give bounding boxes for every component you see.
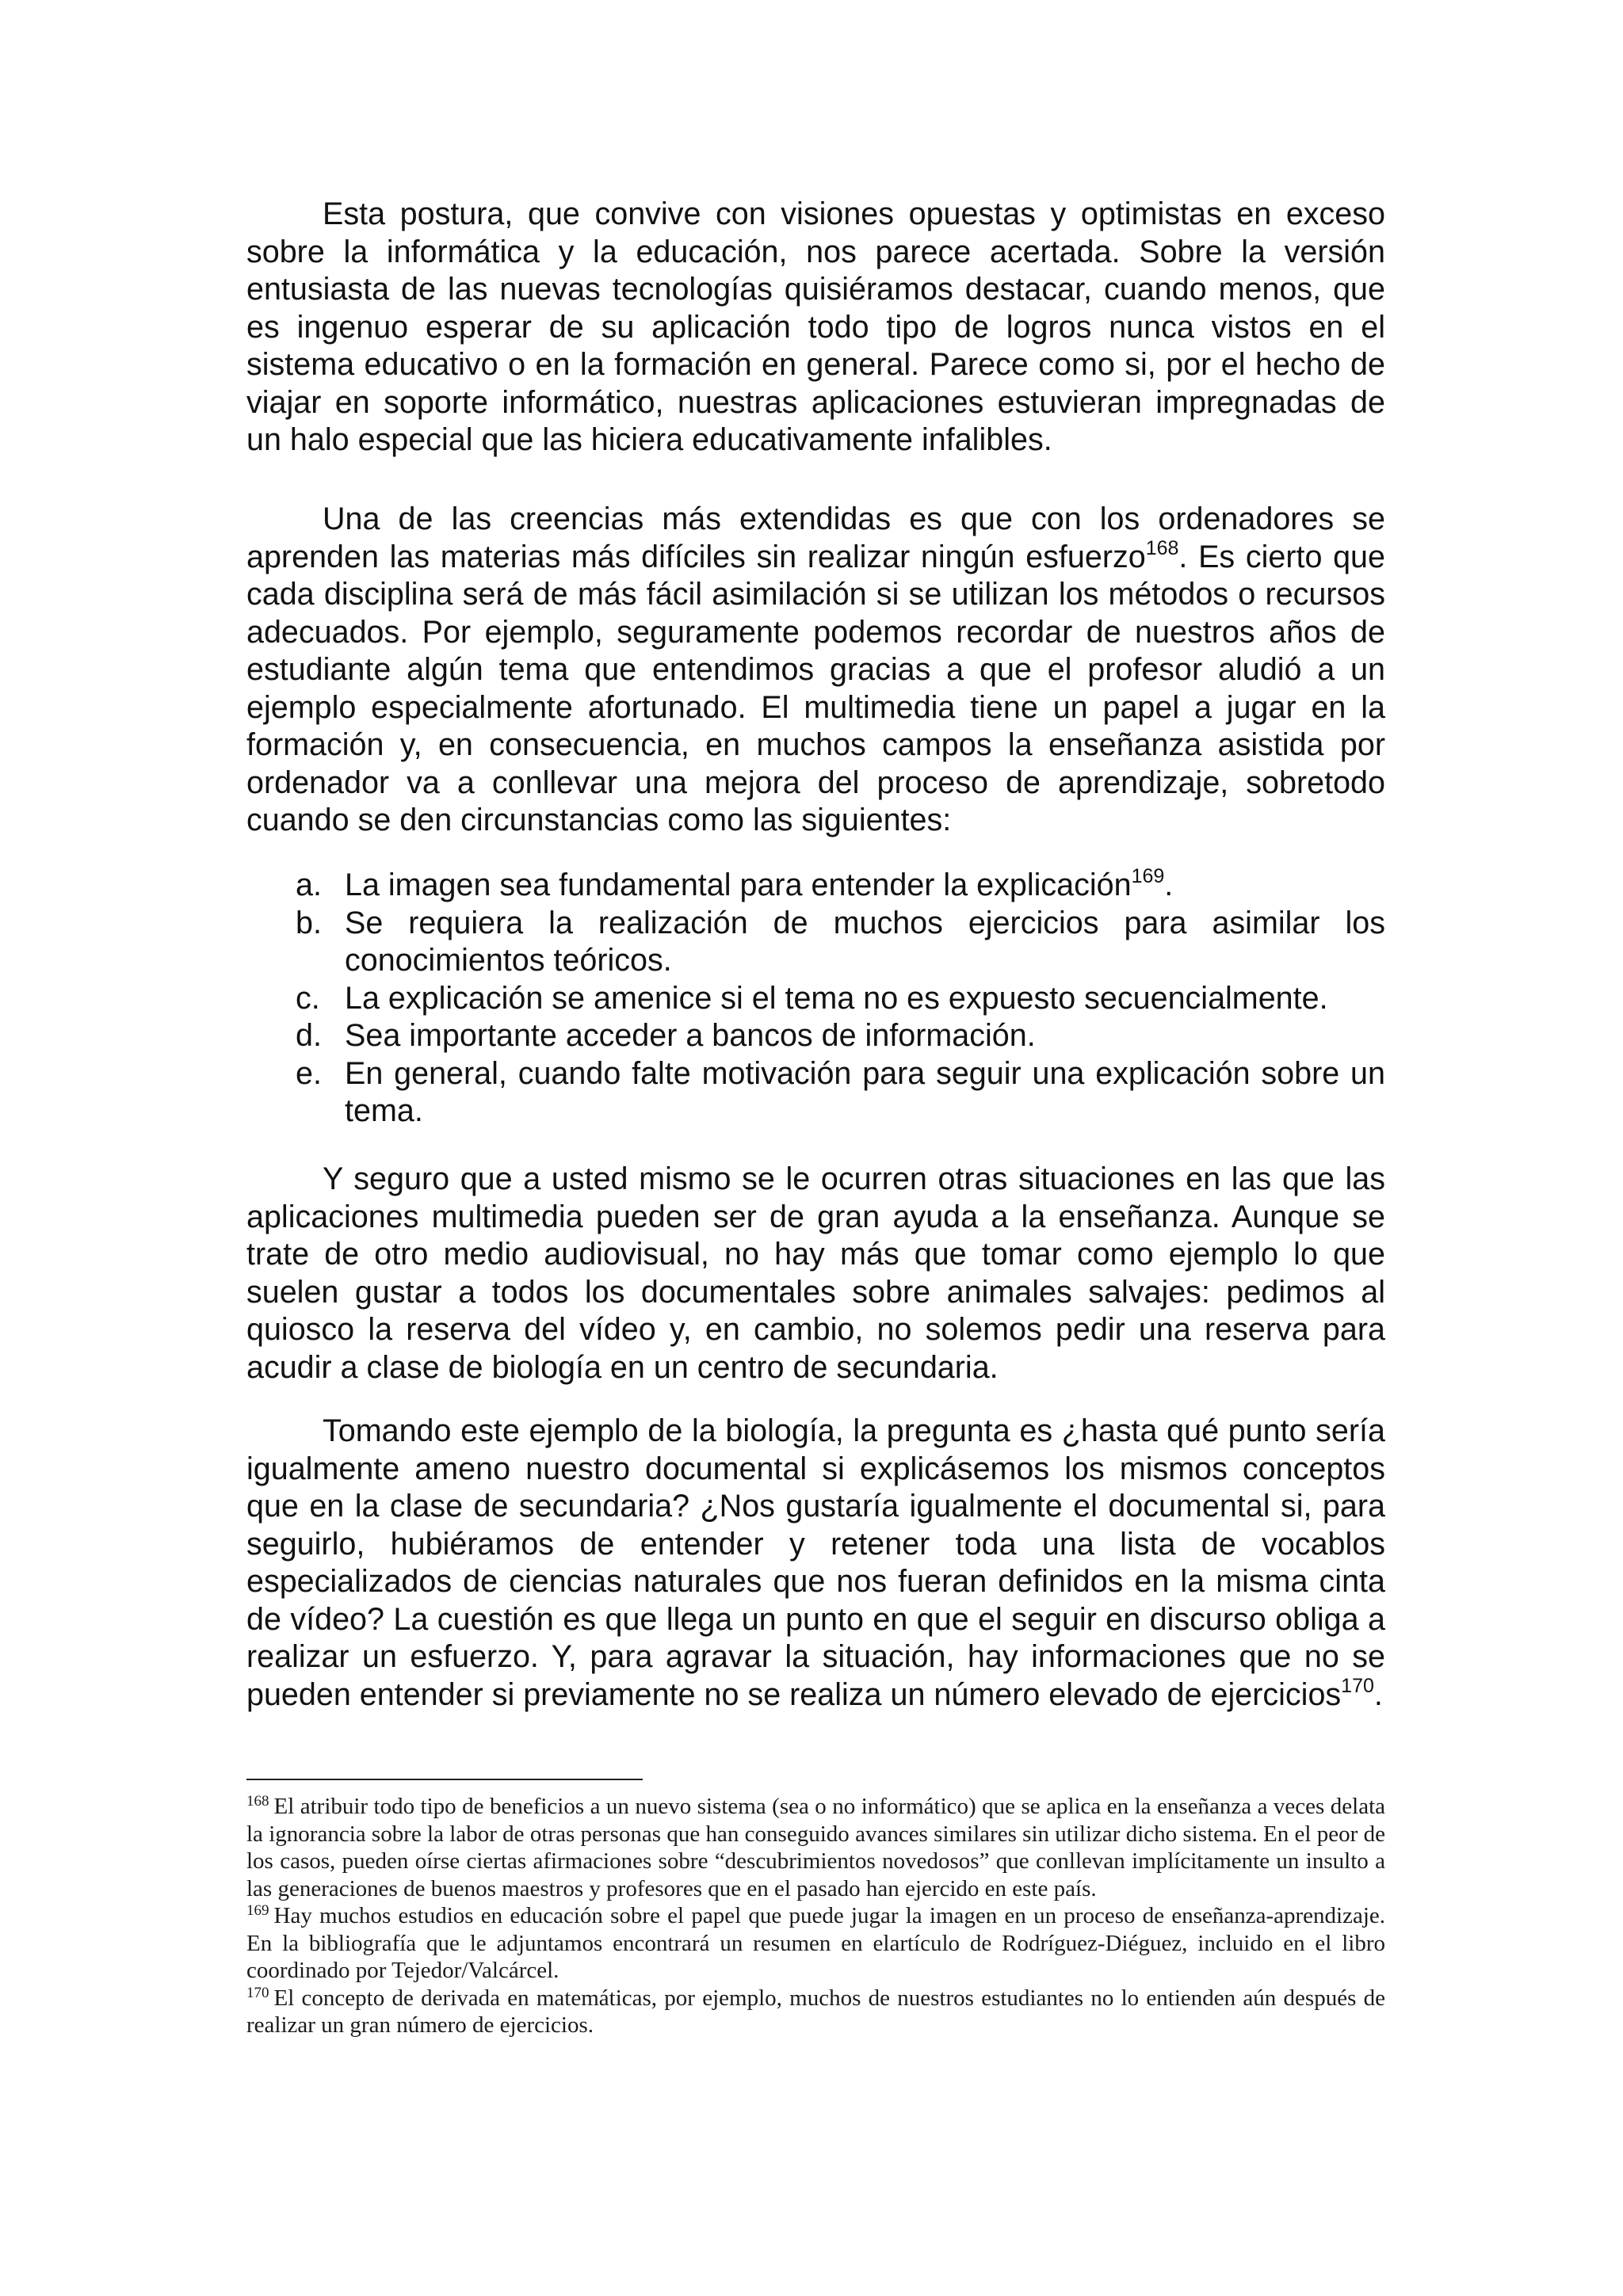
footnote-number: 169 xyxy=(246,1902,269,1919)
list-item-text: La explicación se amenice si el tema no es expuesto secuencialmente. xyxy=(345,980,1328,1016)
list-item-c xyxy=(296,980,1385,1018)
footnote-text: Hay muchos estudios en educación sobre el papel que puede jugar la imagen en un proceso de enseñanza-aprendizaje. En la bibliografía que le adjuntamos encontrará un resumen en elartículo de Rodríguez-Diéguez, incluido en el libro coordinado por Tejedor/Valcárcel. xyxy=(246,1903,1385,1983)
footnote-text: El atribuir todo tipo de beneficios a un nuevo sistema (sea o no informático) que se aplica en la enseñanza a veces delata la ignorancia sobre la labor de otras personas que han conseguido avances similares sin utilizar dicho sistema. En el peor de los casos, pueden oírse ciertas afirmaciones sobre “descubrimientos novedosos” que conllevan implícitamente un insulto a las generaciones de buenos maestros y profesores que en el pasado han ejercido en este país. xyxy=(246,1794,1385,1901)
list-item-text: En general, cuando falte motivación para seguir una explicación sobre un tema. xyxy=(345,1055,1385,1128)
footnote-169 xyxy=(246,1902,1385,1985)
footnote-number: 170 xyxy=(246,1984,269,2001)
paragraph-2-text-b: . Es cierto que cada disciplina será de más fácil asimilación si se utilizan los métodos o recursos adecuados. Por ejemplo, seguramente podemos recordar de nuestros años de estudiante algún tema que entendimos gracias a que el profesor aludió a un ejemplo especialmente afortunado. El multimedia tiene un papel a jugar en la formación y, en consecuencia, en muchos campos la enseñanza asistida por ordenador va a conllevar una mejora del proceso de aprendizaje, sobretodo cuando se den circunstancias como las siguientes: xyxy=(246,539,1385,837)
paragraph-2 xyxy=(246,501,1385,840)
paragraph-2-text-a: Una de las creencias más extendidas es que con los ordenadores se aprenden las materias más difíciles sin realizar ningún esfuerzo xyxy=(246,502,1385,574)
paragraph-4-text-b: . xyxy=(1373,1676,1383,1712)
list-marker: a. xyxy=(296,868,322,902)
paragraph-1: Esta postura, que convive con visiones opuestas y optimistas en exceso sobre la informática y la educación, nos parece acertada. Sobre la versión entusiasta de las nuevas tecnologías quisiéramos destacar, cuando menos, que es ingenuo esperar de su aplicación todo tipo de logros nunca vistos en el sistema educativo o en la formación en general. Parece como si, por el hecho de viajar en soporte informático, nuestras aplicaciones estuvieran impregnadas de un halo especial que las hiciera educativamente infalibles. xyxy=(246,196,1385,457)
footnote-ref-169[interactable]: 169 xyxy=(1131,865,1165,887)
list-marker: b. xyxy=(296,905,322,940)
footnotes xyxy=(246,1793,1385,2039)
footnote-ref-170[interactable]: 170 xyxy=(1341,1674,1374,1697)
paragraph-3: Y seguro que a usted mismo se le ocurren otras situaciones en las que las aplicaciones multimedia pueden ser de gran ayuda a la enseñanza. Aunque se trate de otro medio audiovisual, no hay más que tomar como ejemplo lo que suelen gustar a todos los documentales sobre animales salvajes: pedimos al quiosco la reserva del vídeo y, en cambio, no solemos pedir una reserva para acudir a clase de biología en un centro de secundaria. xyxy=(246,1161,1385,1385)
list-item-e xyxy=(296,1055,1385,1131)
list-marker: e. xyxy=(296,1055,322,1091)
list-item-text: Se requiera la realización de muchos ejercicios para asimilar los conocimientos teóricos. xyxy=(345,905,1385,978)
footnote-separator xyxy=(246,1779,643,1780)
paragraph-4-text-a: Tomando este ejemplo de la biología, la pregunta es ¿hasta qué punto sería igualmente ameno nuestro documental si explicásemos los mismos conceptos que en la clase de secundaria? ¿Nos gustaría igualmente el documental si, para seguirlo, hubiéramos de entender y retener toda una lista de vocablos especializados de ciencias naturales que nos fueran definidos en la misma cinta de vídeo? La cuestión es que llega un punto en que el seguir en discurso obliga a realizar un esfuerzo. Y, para agravar la situación, hay informaciones que no se pueden entender si previamente no se realiza un número elevado de ejercicios xyxy=(246,1413,1385,1712)
list-item-a xyxy=(296,867,1385,905)
footnote-text: El concepto de derivada en matemáticas, por ejemplo, muchos de nuestros estudiantes no lo entienden aún después de realizar un gran número de ejercicios. xyxy=(246,1985,1385,2038)
footnote-168 xyxy=(246,1793,1385,1902)
conditions-list xyxy=(296,867,1385,1131)
footnote-number: 168 xyxy=(246,1793,269,1810)
list-item-d xyxy=(296,1017,1385,1055)
footnote-170 xyxy=(246,1985,1385,2039)
footnote-ref-168[interactable]: 168 xyxy=(1145,536,1179,559)
list-marker: c. xyxy=(296,980,320,1016)
list-item-tail: . xyxy=(1164,868,1174,902)
list-marker: d. xyxy=(296,1018,322,1053)
list-item-b xyxy=(296,905,1385,980)
list-item-text: La imagen sea fundamental para entender la explicación xyxy=(345,868,1132,902)
list-item-text: Sea importante acceder a bancos de información. xyxy=(345,1018,1036,1053)
paragraph-4 xyxy=(246,1413,1385,1714)
